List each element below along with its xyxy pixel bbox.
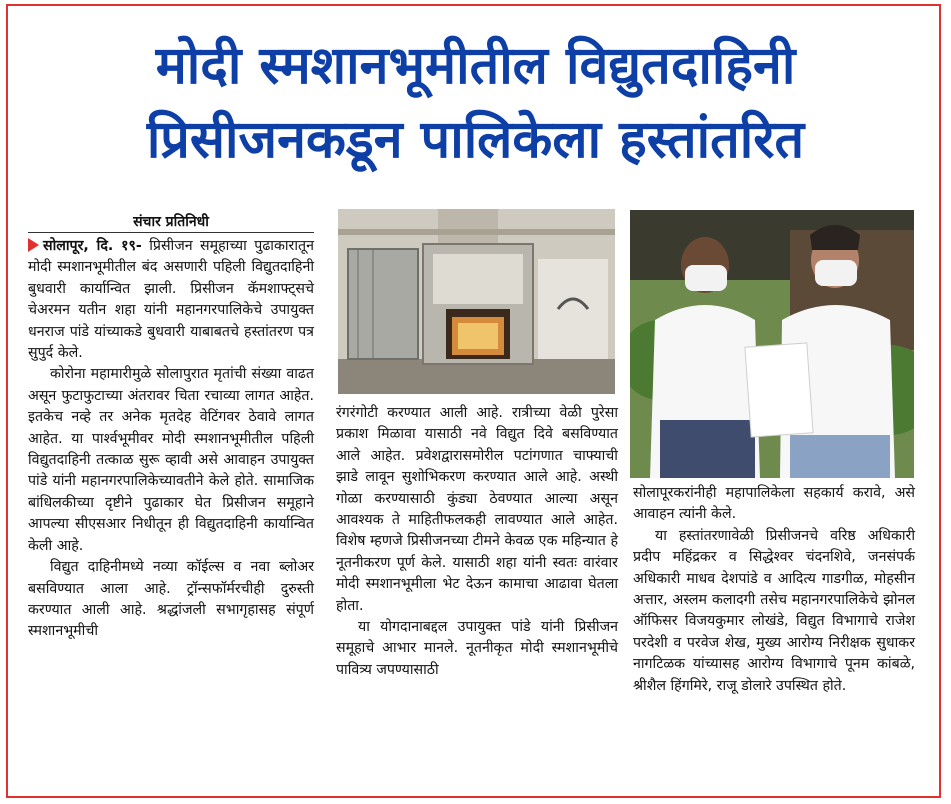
dateline: सोलापूर, दि. १९- — [43, 238, 142, 254]
handover-photo — [630, 210, 914, 478]
column-1-paragraph-2: कोरोना महामारीमुळे सोलापुरात मृतांची संख्या वाढत असून फुटाफुटाच्या अंतरावर चिता रचाव्या लागत आहेत. इतकेच नव्हे तर अनेक मृतदेह वेटिंगवर ठेवावे लागत आहेत. या पार्श्वभूमीवर मोदी स्मशानभूमीतील पहिली विद्युतदाहिनी तत्काळ सुरू व्हावी असे आवाहन उपायुक्त पांडे यांनी महानगरपालिकेच्यावतीने केले होते. सामाजिक बांधिलकीच्या दृष्टीने पुढाकार घेत प्रिसीजन समूहाने आपल्या सीएसआर निधीतून ही विद्युतदाहिनी कार्यान्वित केली आहे. — [28, 366, 314, 554]
headline-line-2: प्रिसीजनकडून पालिकेला हस्तांतरित — [146, 110, 805, 170]
column-2-paragraph-2: या योगदानाबद्दल उपायुक्त पांडे यांनी प्रिसीजन समूहाचे आभार मानले. नूतनीकृत मोदी स्मशानभूमीचे पावित्र्य जपण्यासाठी — [336, 619, 618, 678]
byline-rule — [28, 232, 314, 233]
column-2-paragraph-1: रंगरंगोटी करण्यात आली आहे. रात्रीच्या वेळी पुरेसा प्रकाश मिळावा यासाठी नवे विद्युत दिवे बसविण्यात आले आहेत. प्रवेशद्वारासमोरील पटांगणात चाफ्याची झाडे लावून सुशोभिकरण करण्यात आले आहे. अस्थी गोळा करण्यासाठी कुंड्या ठेवण्यात आल्या असून आवश्यक ते माहितीफलकही लावण्यात आले आहेत. विशेष म्हणजे प्रिसीजनच्या टीमने केवळ एक महिन्यात हे नूतनीकरण पूर्ण केले. यासाठी शहा यांनी स्वतः वारंवार मोदी स्मशानभूमीला भेट देऊन कामाचा आढावा घेतला होता. — [336, 405, 618, 614]
column-1-paragraph-3: विद्युत दाहिनीमध्ये नव्या कॉईल्स व नवा ब्लोअर बसविण्यात आला आहे. ट्रॉन्सफॉर्मरचीही दुरुस्ती करण्यात आली आहे. श्रद्धांजली सभागृहासह संपूर्ण स्मशानभूमीची — [28, 559, 314, 640]
column-2 — [336, 403, 618, 681]
headline-line-1: मोदी स्मशानभूमीतील विद्युतदाहिनी — [155, 36, 796, 96]
byline: संचार प्रतिनिधी — [133, 214, 209, 230]
column-3-paragraph-2: या हस्तांतरणावेळी प्रिसीजनचे वरिष्ठ अधिकारी प्रदीप महिंद्रकर व सिद्धेश्वर चंदनशिवे, जनसंपर्क अधिकारी माधव देशपांडे व आदित्य गाडगीळ, मोहसीन अत्तार, अस्लम कलादगी तसेच महानगरपालिकेचे झोनल ऑफिसर विजयकुमार लोखंडे, विद्युत विभागाचे राजेश परदेशी व परवेज शेख, मुख्य आरोग्य निरीक्षक सुधाकर नागटिळक यांच्यासह आरोग्य विभागाचे पूनम कांबळे, श्रीशैल हिंगमिरे, राजू डोलारे उपस्थित होते. — [633, 527, 915, 694]
column-1 — [28, 236, 314, 643]
dateline-arrow-icon — [28, 238, 39, 252]
column-1-paragraph-1: प्रिसीजन समूहाच्या पुढाकारातून मोदी स्मशानभूमीतील बंद असणारी पहिली विद्युतदाहिनी बुधवारी कार्यान्वित झाली. प्रिसीजन कॅमशाफ्ट्सचे चेअरमन यतीन शहा यांनी महानगरपालिकेचे उपायुक्त धनराज पांडे यांच्याकडे बुधवारी याबाबतचे हस्तांतरण पत्र सुपुर्द केले. — [28, 238, 314, 362]
column-3 — [633, 483, 915, 697]
column-3-paragraph-1: सोलापूरकरांनीही महापालिकेला सहकार्य करावे, असे आवाहन त्यांनी केले. — [633, 485, 915, 523]
crematorium-furnace-photo — [338, 209, 615, 394]
